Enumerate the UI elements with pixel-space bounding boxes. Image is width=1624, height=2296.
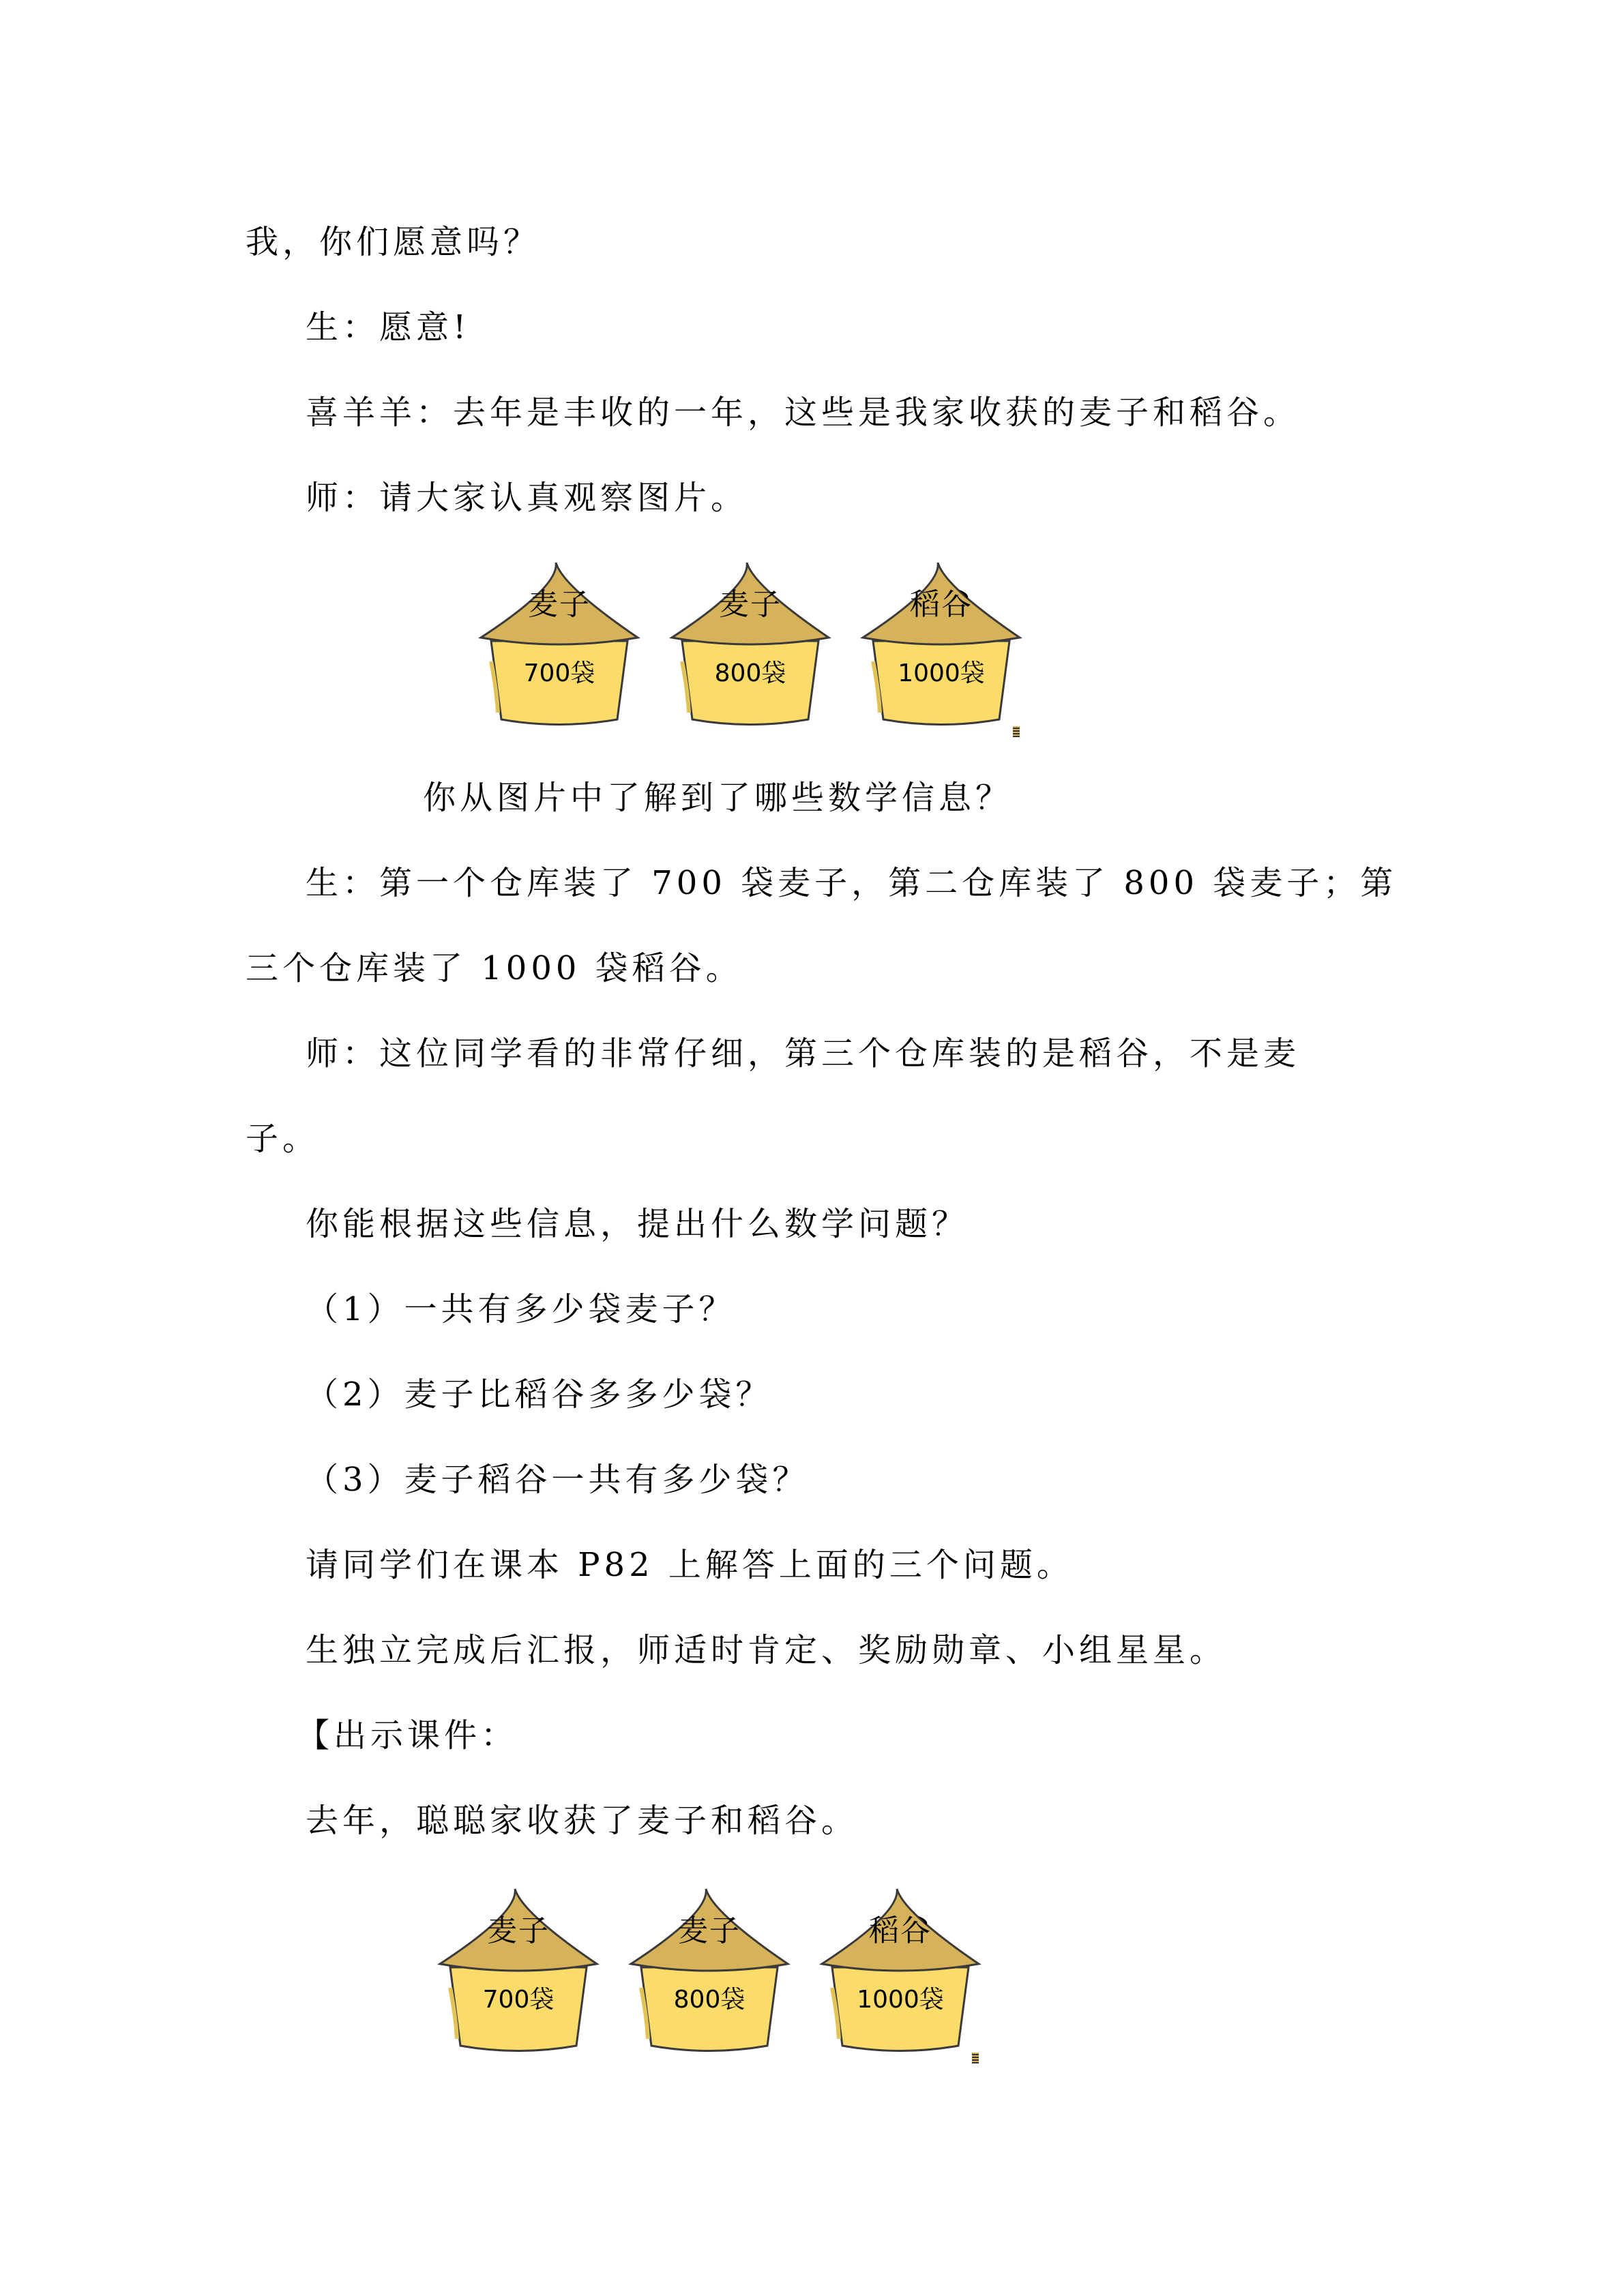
text-line-7: 三个仓库装了 1000 袋稻谷。 <box>246 949 743 987</box>
granary-icon <box>477 559 641 736</box>
granary-wheat-700 <box>477 559 641 736</box>
count-label: 800袋 <box>673 1986 745 2014</box>
text-line-9: 子。 <box>246 1120 320 1158</box>
count-label: 1000袋 <box>857 1986 944 2014</box>
text-line-5: 你从图片中了解到了哪些数学信息？ <box>423 779 1013 817</box>
text-line-4: 师：请大家认真观察图片。 <box>306 479 748 517</box>
crop-label: 麦子 <box>528 587 591 622</box>
count-label: 800袋 <box>714 659 786 687</box>
crop-label: 稻谷 <box>869 1913 932 1948</box>
granary-wheat-800 <box>668 559 832 736</box>
text-line-10: 你能根据这些信息，提出什么数学问题？ <box>306 1205 969 1243</box>
crop-label: 稻谷 <box>910 587 973 622</box>
text-line-11: （1）一共有多少袋麦子？ <box>306 1290 736 1328</box>
text-line-6: 生：第一个仓库装了 700 袋麦子，第二仓库装了 800 袋麦子；第 <box>306 864 1398 902</box>
granary-icon <box>859 559 1023 736</box>
granary-icon <box>437 1885 600 2063</box>
granary-icon <box>628 1885 791 2063</box>
text-line-1: 我，你们愿意吗？ <box>246 223 541 261</box>
granary-wheat-700 <box>437 1885 600 2063</box>
granary-wheat-800 <box>628 1885 791 2063</box>
text-line-3: 喜羊羊：去年是丰收的一年，这些是我家收获的麦子和稻谷。 <box>306 393 1301 432</box>
corner-mark <box>972 2053 979 2063</box>
granary-figure-2 <box>437 1885 1009 2063</box>
count-label: 1000袋 <box>898 659 985 687</box>
text-line-17: 去年，聪聪家收获了麦子和稻谷。 <box>306 1802 859 1840</box>
corner-mark <box>1013 726 1020 737</box>
count-label: 700袋 <box>523 659 595 687</box>
count-label: 700袋 <box>482 1986 555 2014</box>
crop-label: 麦子 <box>487 1913 550 1948</box>
granary-rice-1000 <box>859 559 1023 736</box>
crop-label: 麦子 <box>719 587 782 622</box>
granary-icon <box>818 1885 982 2063</box>
text-line-15: 生独立完成后汇报，师适时肯定、奖励勋章、小组星星。 <box>306 1631 1227 1669</box>
text-line-13: （3）麦子稻谷一共有多少袋？ <box>306 1461 810 1499</box>
crop-label: 麦子 <box>678 1913 741 1948</box>
granary-figure-1 <box>477 559 1050 736</box>
granary-icon <box>668 559 832 736</box>
text-line-2: 生：愿意! <box>306 308 471 346</box>
granary-rice-1000 <box>818 1885 982 2063</box>
text-line-8: 师：这位同学看的非常仔细，第三个仓库装的是稻谷，不是麦 <box>306 1034 1301 1073</box>
text-line-12: （2）麦子比稻谷多多少袋？ <box>306 1375 773 1414</box>
text-line-14: 请同学们在课本 P82 上解答上面的三个问题。 <box>306 1546 1074 1584</box>
text-line-16: 【出示课件： <box>297 1716 518 1755</box>
